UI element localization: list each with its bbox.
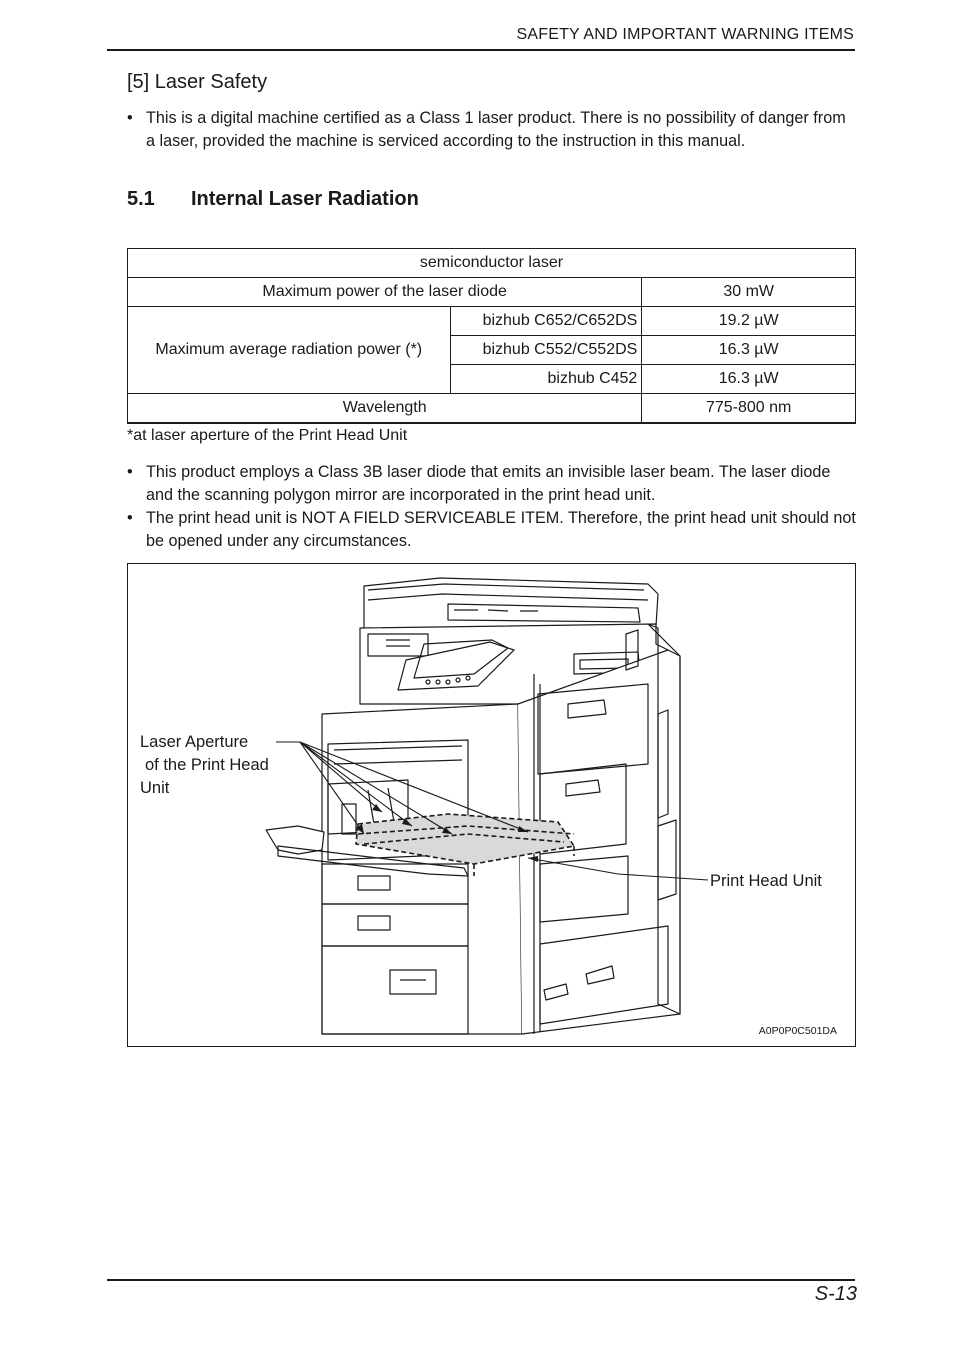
list-item [127, 107, 857, 153]
table-row [128, 278, 856, 307]
model-name: bizhub C552/C552DS [450, 336, 642, 365]
wavelength-label: Wavelength [128, 394, 642, 424]
section-title: [5] Laser Safety [127, 71, 268, 93]
bullet-icon: • [127, 509, 133, 527]
label-line: Unit [140, 779, 170, 797]
intro-bullet-list [127, 107, 857, 153]
model-name: bizhub C652/C652DS [450, 307, 642, 336]
table-title-cell: semiconductor laser [128, 249, 856, 278]
model-value: 16.3 µW [642, 336, 856, 365]
table-footnote: *at laser aperture of the Print Head Unit [127, 427, 408, 444]
avg-power-label: Maximum average radiation power (*) [128, 307, 451, 394]
label-line: of the Print Head [145, 756, 269, 774]
bullet-text: This product employs a Class 3B laser diode that emits an invisible laser beam. The laser diode and the scanning polygon mirror are incorporated in the print head unit. [146, 463, 831, 504]
bullet-icon: • [127, 109, 133, 127]
running-header: SAFETY AND IMPORTANT WARNING ITEMS [516, 26, 854, 43]
figure-code: A0P0P0C501DA [758, 1025, 837, 1037]
bullet-text: The print head unit is NOT A FIELD SERVICEABLE ITEM. Therefore, the print head unit should not be opened under any circumstances. [146, 509, 856, 550]
warning-bullet-list [127, 461, 857, 553]
table-row [128, 394, 856, 424]
printer-illustration [128, 564, 855, 1046]
list-item [127, 507, 857, 553]
model-value: 16.3 µW [642, 365, 856, 394]
label-line: Laser Aperture [140, 733, 249, 751]
printer-figure [127, 563, 856, 1047]
subsection-number: 5.1 [127, 188, 155, 210]
list-item [127, 461, 857, 507]
subsection-title: Internal Laser Radiation [191, 188, 419, 210]
main-body [322, 704, 522, 1034]
print-head-unit-label: Print Head Unit [710, 872, 822, 890]
subsection-heading [127, 188, 419, 211]
page-number: S-13 [814, 1283, 857, 1305]
laser-spec-table [127, 248, 856, 424]
wavelength-value: 775-800 nm [642, 394, 856, 424]
header-rule [107, 49, 855, 51]
bypass-tray [266, 826, 324, 854]
footer-rule [107, 1279, 855, 1281]
bullet-text: This is a digital machine certified as a Class 1 laser product. There is no possibility of danger from a laser, provided the machine is serviced according to the instruction in this manual. [146, 109, 846, 150]
table-row [128, 249, 856, 278]
bullet-icon: • [127, 463, 133, 481]
model-value: 19.2 µW [642, 307, 856, 336]
model-name: bizhub C452 [450, 365, 642, 394]
max-power-value: 30 mW [642, 278, 856, 307]
table-row [128, 307, 856, 336]
laser-aperture-label [140, 731, 269, 800]
max-power-label: Maximum power of the laser diode [128, 278, 642, 307]
